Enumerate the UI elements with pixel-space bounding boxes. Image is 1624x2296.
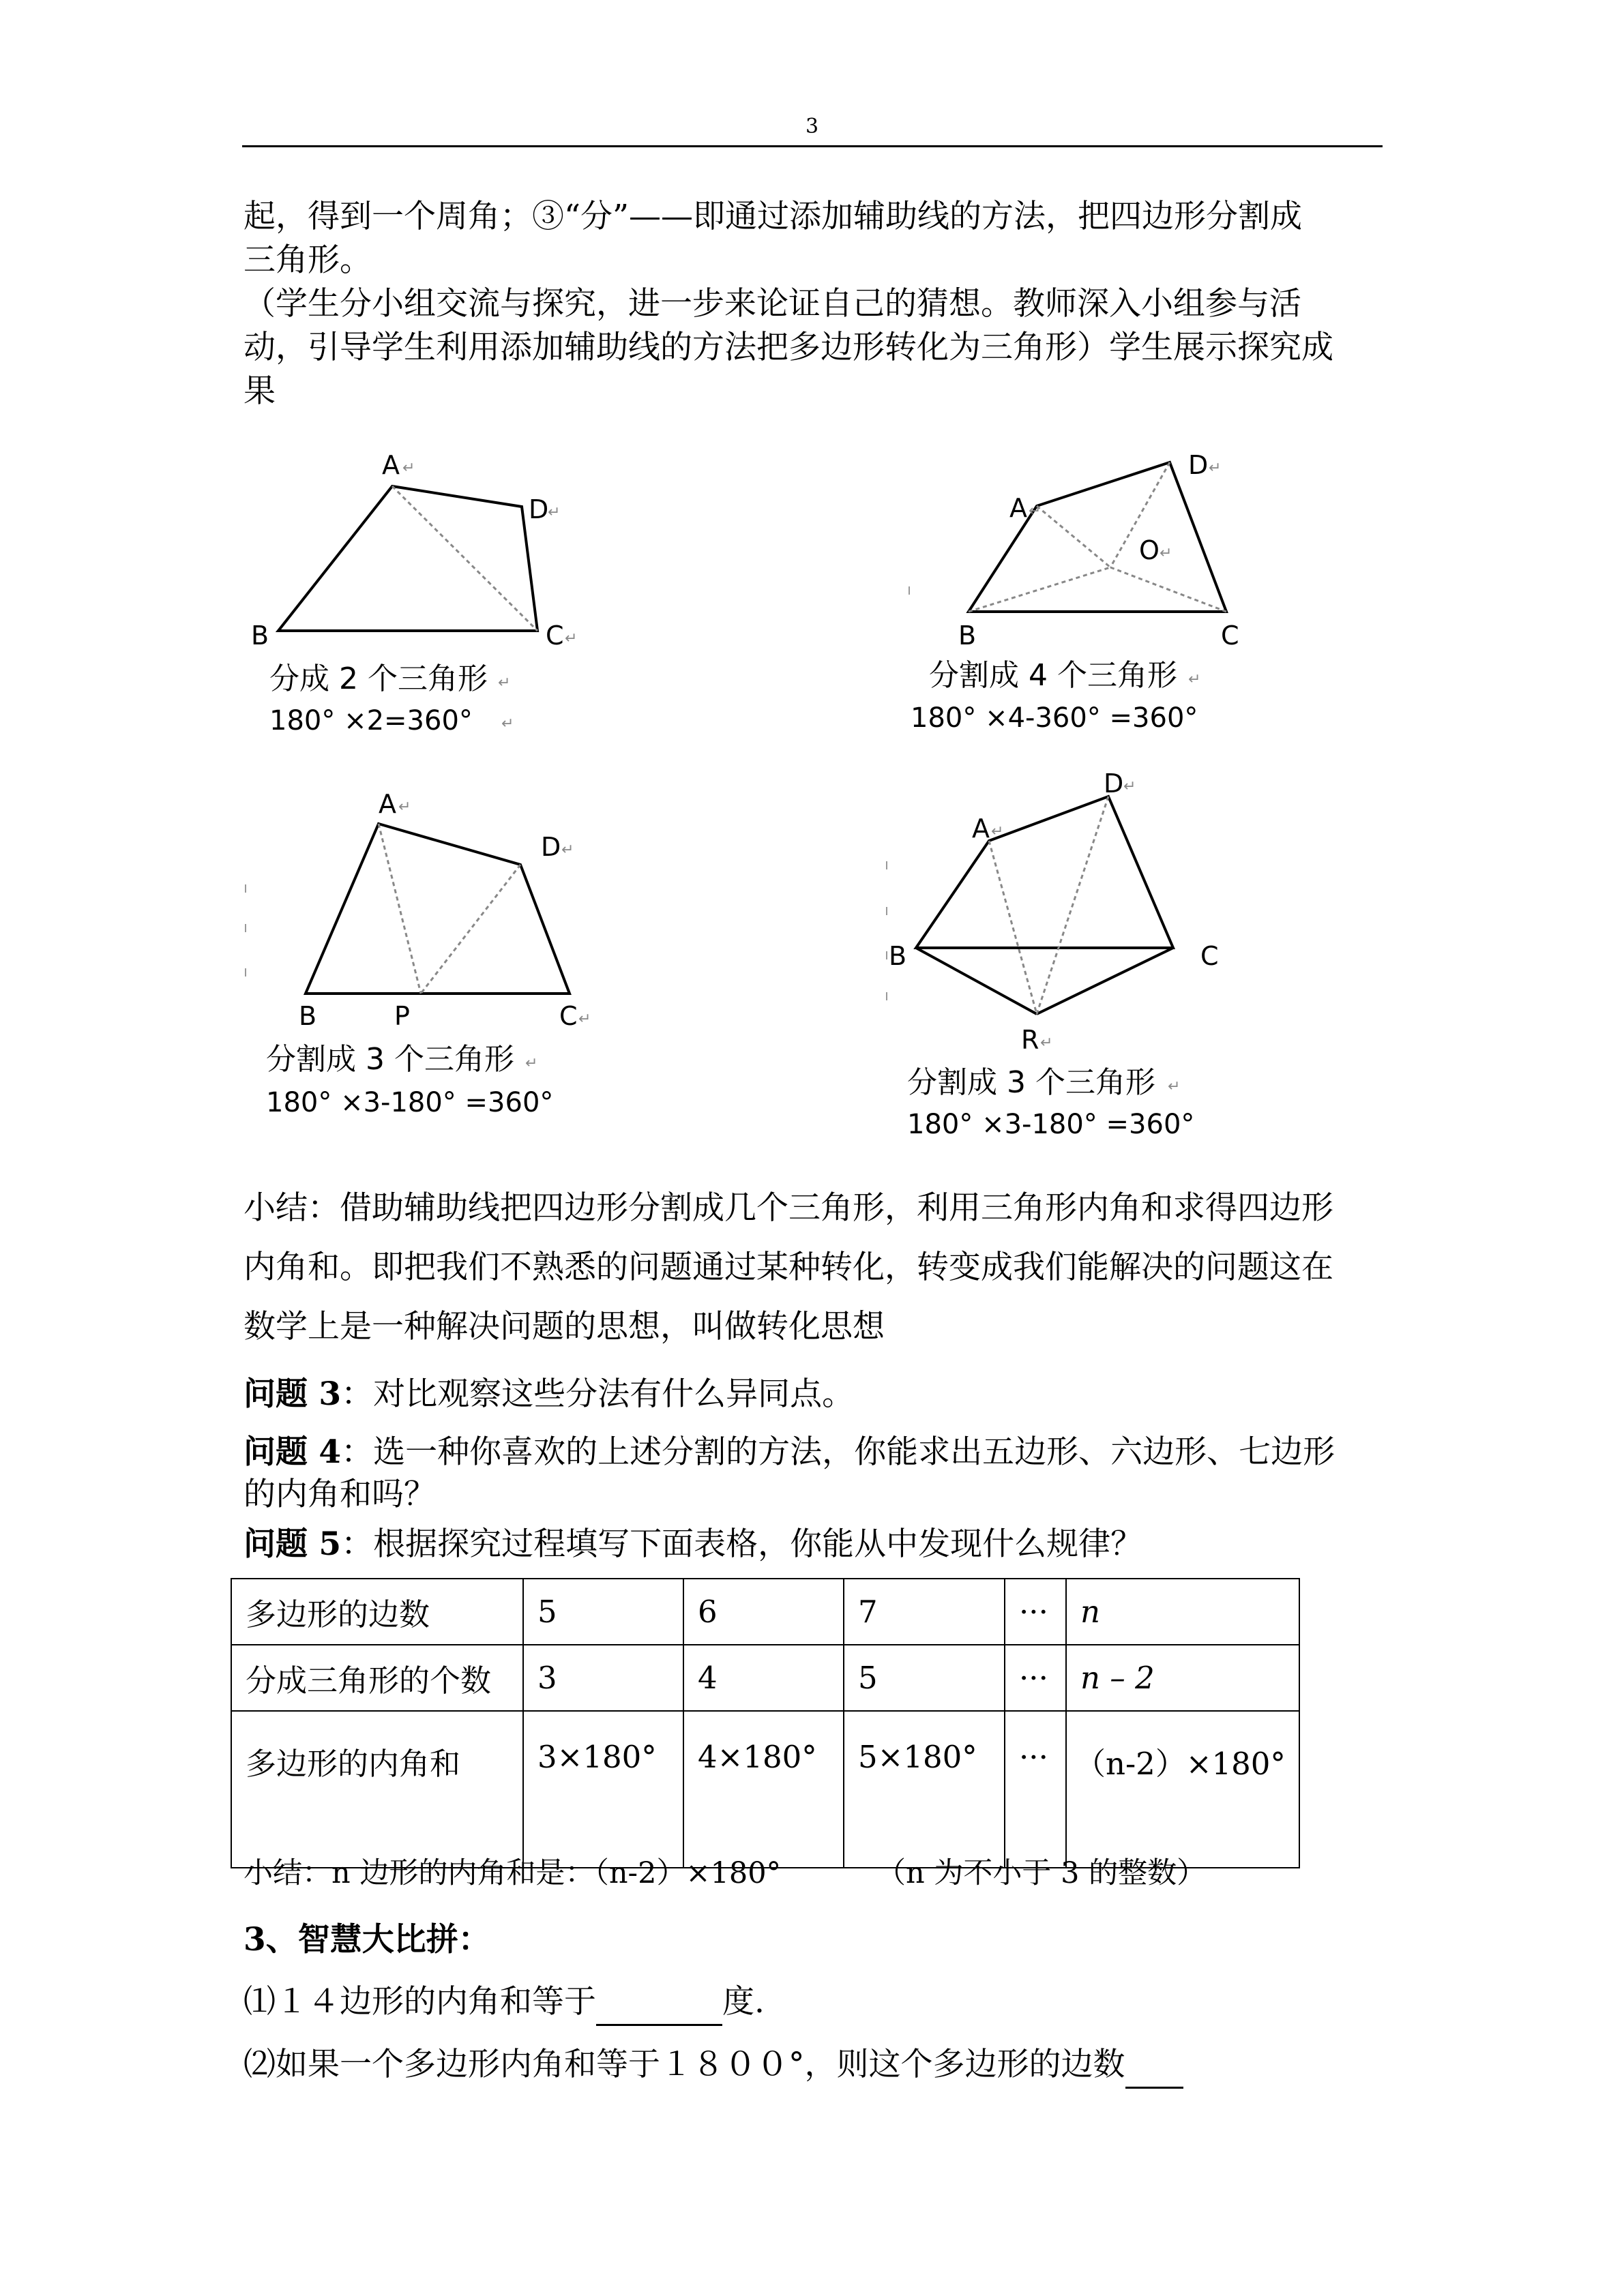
figure-1-quadrilateral bbox=[251, 450, 577, 651]
fig1-caption: 分成 2 个三角形 bbox=[269, 661, 488, 696]
svg-text:↵: ↵ bbox=[1160, 545, 1172, 562]
table-cell: ··· bbox=[1005, 1645, 1066, 1711]
fig3-label-a: A bbox=[379, 789, 396, 819]
fig3-label-p: P bbox=[394, 1001, 410, 1031]
section3-item-1-suffix: 度. bbox=[722, 1983, 765, 2021]
table-row bbox=[231, 1645, 1299, 1711]
table-cell: 多边形的边数 bbox=[231, 1579, 523, 1645]
section3-title: 3、智慧大比拼： bbox=[243, 1921, 490, 1958]
section3-item-2 bbox=[243, 2043, 1376, 2089]
fig4-outline bbox=[916, 796, 1173, 948]
question-4 bbox=[243, 1431, 1376, 1474]
table-cell: 4×180° bbox=[683, 1711, 844, 1868]
fig3-label-b: B bbox=[299, 1001, 317, 1031]
svg-text:↵: ↵ bbox=[578, 1011, 591, 1028]
fig1-outline bbox=[278, 486, 537, 631]
svg-text:↵: ↵ bbox=[525, 1055, 538, 1072]
fig1-label-b: B bbox=[251, 621, 269, 651]
table-cell: n – 2 bbox=[1066, 1645, 1299, 1711]
fig3-caption: 分割成 3 个三角形 bbox=[266, 1042, 514, 1077]
section3-item-1 bbox=[243, 1980, 1376, 2026]
answer-blank-1[interactable] bbox=[596, 1980, 722, 2026]
section3-item-1-prefix: ⑴１４边形的内角和等于 bbox=[243, 1983, 596, 2021]
question-5 bbox=[243, 1523, 1376, 1566]
fig3-formula: 180° ×3-180° =360° bbox=[266, 1087, 554, 1118]
fig1-diagonal-ac bbox=[392, 486, 537, 631]
figure-4-quadrilateral bbox=[887, 769, 1219, 1055]
fig2-formula: 180° ×4-360° =360° bbox=[911, 702, 1198, 734]
fig4-caption: 分割成 3 个三角形 bbox=[907, 1065, 1155, 1100]
figure-2-quadrilateral bbox=[909, 450, 1239, 651]
intro-line-2: 三角形。 bbox=[243, 241, 372, 279]
summary2-note: （n 为不小于 3 的整数） bbox=[876, 1856, 1207, 1890]
answer-blank-2[interactable] bbox=[1125, 2043, 1183, 2089]
fig1-label-c: C bbox=[546, 621, 564, 651]
svg-text:↵: ↵ bbox=[1188, 671, 1201, 688]
question-3-label: 问题 3 bbox=[243, 1375, 342, 1413]
summary2 bbox=[243, 1851, 1376, 1895]
table-cell: 3 bbox=[523, 1645, 683, 1711]
activity-line-2: 动，引导学生利用添加辅助线的方法把多边形转化为三角形）学生展示探究成 bbox=[243, 329, 1333, 366]
fig1-formula: 180° ×2=360° bbox=[269, 705, 473, 736]
fig2-label-c: C bbox=[1221, 621, 1239, 651]
fig1-para-mark: ↵ bbox=[501, 715, 514, 732]
fig4-label-a: A bbox=[972, 814, 990, 844]
svg-text:↵: ↵ bbox=[398, 799, 411, 816]
fig3-label-d: D bbox=[541, 832, 561, 862]
polygon-angle-table bbox=[231, 1578, 1300, 1868]
svg-text:↵: ↵ bbox=[1168, 1078, 1181, 1095]
fig4-label-c: C bbox=[1200, 941, 1219, 971]
svg-text:↵: ↵ bbox=[1209, 460, 1222, 477]
question-3 bbox=[243, 1373, 1376, 1416]
fig4-label-d: D bbox=[1104, 769, 1124, 799]
table-cell: ··· bbox=[1005, 1711, 1066, 1868]
fig2-label-b: B bbox=[958, 621, 977, 651]
table-cell: 6 bbox=[683, 1579, 844, 1645]
fig1-para-mark: ↵ bbox=[402, 460, 415, 477]
table-cell: n bbox=[1066, 1579, 1299, 1645]
fig2-label-o: O bbox=[1139, 535, 1160, 565]
table-cell: 5 bbox=[523, 1579, 683, 1645]
fig2-label-a: A bbox=[1009, 493, 1027, 523]
fig2-outline bbox=[969, 462, 1226, 612]
question-5-label: 问题 5 bbox=[243, 1525, 342, 1563]
fig2-label-d: D bbox=[1188, 450, 1209, 480]
fig3-label-c: C bbox=[559, 1001, 578, 1031]
page-number: 3 bbox=[805, 115, 819, 138]
table-cell: 分成三角形的个数 bbox=[231, 1645, 523, 1711]
table-row bbox=[231, 1579, 1299, 1645]
fig3-outline bbox=[306, 824, 570, 994]
fig4-label-b: B bbox=[889, 941, 907, 971]
summary1-line-3: 数学上是一种解决问题的思想，叫做转化思想 bbox=[243, 1308, 885, 1345]
svg-text:↵: ↵ bbox=[991, 823, 1004, 840]
fig1-label-d: D bbox=[529, 494, 549, 524]
fig1-para-mark: ↵ bbox=[548, 504, 561, 521]
question-4-text: ：选一种你喜欢的上述分割的方法，你能求出五边形、六边形、七边形 bbox=[341, 1433, 1335, 1471]
table-cell: 4 bbox=[683, 1645, 844, 1711]
table-cell: 多边形的内角和 bbox=[231, 1711, 523, 1868]
fig1-label-a: A bbox=[382, 450, 400, 480]
table-cell: 7 bbox=[844, 1579, 1005, 1645]
fig1-para-mark: ↵ bbox=[565, 630, 578, 647]
activity-line-1: （学生分小组交流与探究，进一步来论证自己的猜想。教师深入小组参与活 bbox=[243, 285, 1301, 323]
table-cell: ··· bbox=[1005, 1579, 1066, 1645]
summary2-text: 小结：n 边形的内角和是：（n-2）×180° bbox=[243, 1856, 782, 1890]
section3-item-2-prefix: ⑵如果一个多边形内角和等于１８００°，则这个多边形的边数 bbox=[243, 2046, 1125, 2083]
svg-text:↵: ↵ bbox=[1029, 503, 1042, 520]
table-cell: （n-2）×180° bbox=[1066, 1711, 1299, 1868]
figure-3-quadrilateral bbox=[246, 789, 591, 1031]
table-row bbox=[231, 1711, 1299, 1868]
question-4-line-2: 的内角和吗？ bbox=[243, 1476, 436, 1513]
fig1-para-mark: ↵ bbox=[498, 674, 511, 691]
fig2-caption: 分割成 4 个三角形 bbox=[929, 658, 1177, 693]
svg-text:↵: ↵ bbox=[1123, 778, 1136, 795]
question-5-text: ：根据探究过程填写下面表格，你能从中发现什么规律？ bbox=[341, 1525, 1143, 1563]
svg-text:↵: ↵ bbox=[561, 841, 574, 859]
summary1-line-1: 小结：借助辅助线把四边形分割成几个三角形，利用三角形内角和求得四边形 bbox=[243, 1189, 1333, 1227]
fig4-label-r: R bbox=[1021, 1025, 1039, 1055]
table-cell: 5 bbox=[844, 1645, 1005, 1711]
summary1-line-2: 内角和。即把我们不熟悉的问题通过某种转化，转变成我们能解决的问题这在 bbox=[243, 1249, 1333, 1286]
svg-text:↵: ↵ bbox=[1040, 1034, 1053, 1052]
table-cell: 5×180° bbox=[844, 1711, 1005, 1868]
intro-line-1: 起，得到一个周角；③“分”——即通过添加辅助线的方法，把四边形分割成 bbox=[243, 198, 1303, 235]
question-3-text: ：对比观察这些分法有什么异同点。 bbox=[341, 1375, 855, 1413]
table-cell: 3×180° bbox=[523, 1711, 683, 1868]
question-4-label: 问题 4 bbox=[243, 1433, 342, 1471]
fig4-formula: 180° ×3-180° =360° bbox=[907, 1109, 1195, 1140]
activity-line-3: 果 bbox=[243, 372, 276, 410]
